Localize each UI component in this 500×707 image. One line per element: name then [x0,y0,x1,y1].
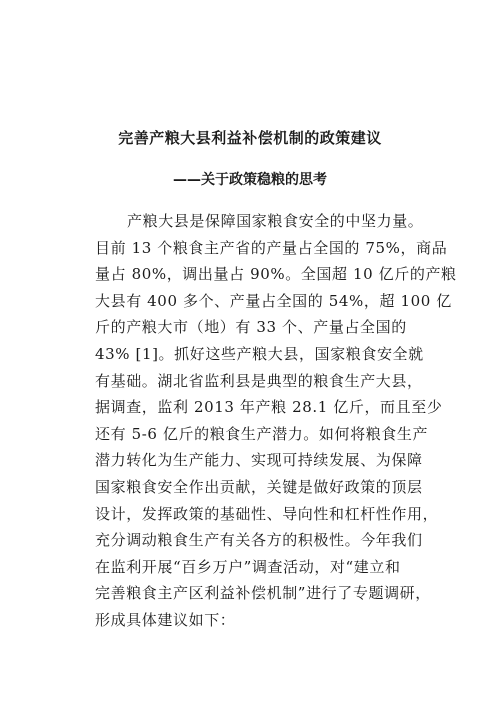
document-subtitle: ——关于政策稳粮的思考 [173,172,327,188]
paragraph-line: 据调查，监利 2013 年产粮 28.1 亿斤，而且至少 [95,398,443,417]
paragraph-line: 产粮大县是保障国家粮食安全的中坚力量。 [127,212,424,230]
paragraph-line: 充分调动粮食生产有关各方的积极性。今年我们 [95,531,423,550]
paragraph-line: 有基础。湖北省监利县是典型的粮食生产大县， [95,371,423,390]
paragraph-line: 在监利开展“百乡万户”调查活动，对“建立和 [95,557,401,576]
document-title: 完善产粮大县利益补偿机制的政策建议 [118,129,382,147]
paragraph-line: 斤的产粮大市（地）有 33 个、产量占全国的 [95,318,407,337]
body-paragraph [95,208,457,634]
paragraph-line: 设计，发挥政策的基础性、导向性和杠杆性作用， [95,504,439,523]
paragraph-line: 43% [1]。抓好这些产粮大县，国家粮食安全就 [95,344,424,363]
paragraph-line: 国家粮食安全作出贡献，关键是做好政策的顶层 [95,477,423,496]
paragraph-line: 还有 5-6 亿斤的粮食生产潜力。如何将粮食生产 [95,424,429,443]
paragraph-line: 潜力转化为生产能力、实现可持续发展、为保障 [95,451,423,470]
paragraph-line: 形成具体建议如下： [95,610,236,629]
paragraph-line: 量占 80%，调出量占 90%。全国超 10 亿斤的产粮 [95,265,457,284]
paragraph-line: 目前 13 个粮食主产省的产量占全国的 75%，商品 [95,238,448,257]
paragraph-line: 完善粮食主产区利益补偿机制”进行了专题调研， [95,584,431,603]
paragraph-line: 大县有 400 多个、产量占全国的 54%，超 100 亿 [95,291,452,310]
